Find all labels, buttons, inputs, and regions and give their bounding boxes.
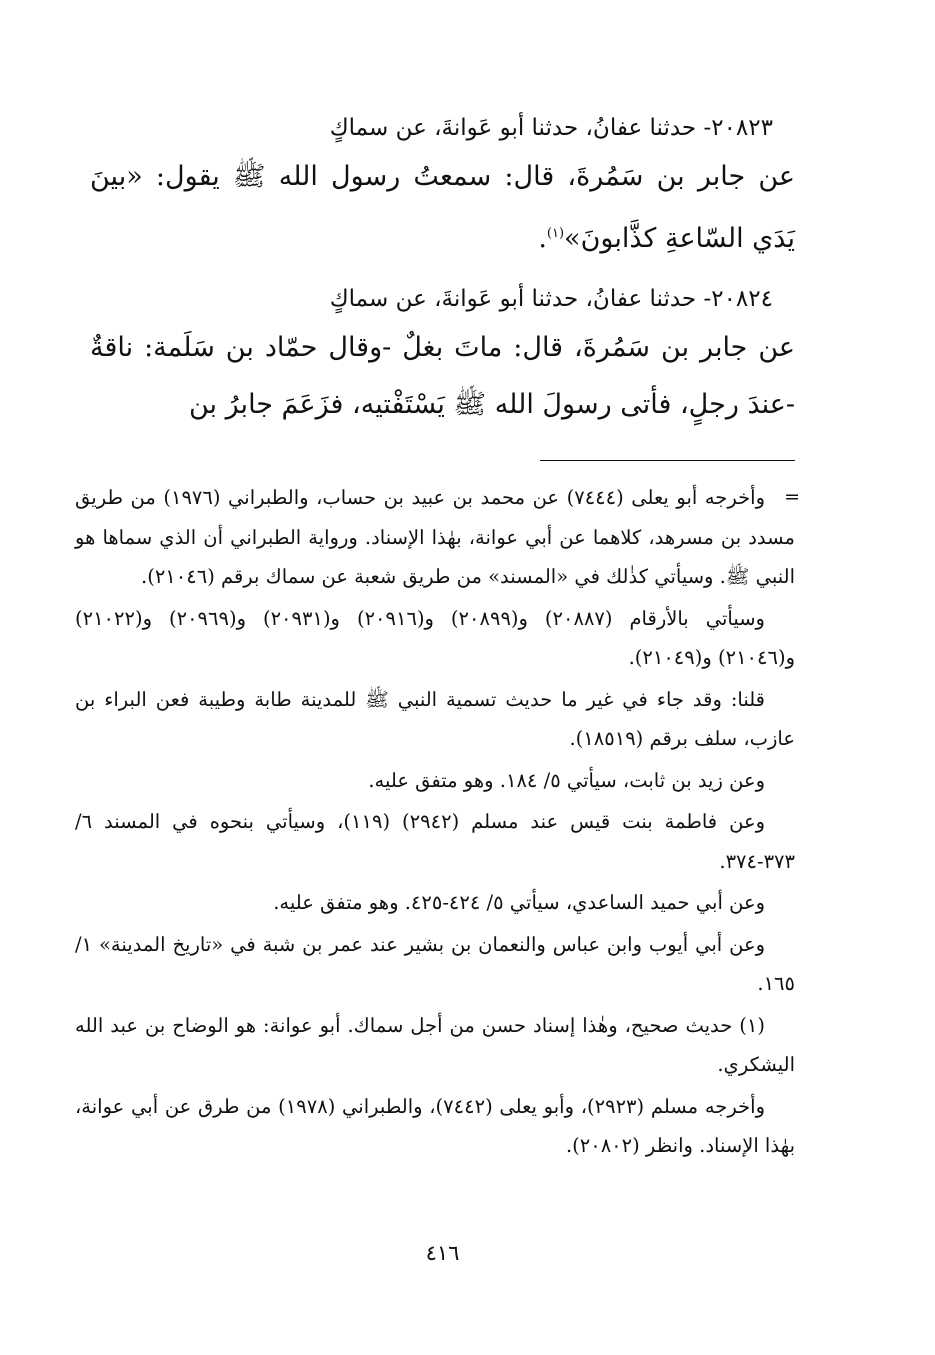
footnote-paragraph: وعن زيد بن ثابت، سيأتي ٥/ ١٨٤. وهو متفق عليه. [368,768,765,792]
footnotes-section [75,478,800,1168]
footnote-divider [540,460,795,461]
footnote-paragraph: وسيأتي بالأرقام (٢٠٨٨٧) و(٢٠٨٩٩) و(٢٠٩١٦) و(٢٠٩٣١) و(٢٠٩٦٩) و(٢١٠٢٢) و(٢١٠٤٦) و(٢١٠٤٩). [75,606,795,669]
footnote-1: (١) حديث صحيح، وهٰذا إسناد حسن من أجل سماك. أبو عوانة: هو الوضاح بن عبد الله اليشكري. [75,1013,795,1076]
hadith-chain-20824: ٢٠٨٢٤- حدثنا عفانُ، حدثنا أبو عَوانةَ، عن سماكٍ [329,286,773,312]
footnote-paragraph: قلنا: وقد جاء في غير ما حديث تسمية النبي ﷺ للمدينة طابة وطيبة فعن البراء بن عازب، سلف برقم (١٨٥١٩). [75,687,795,750]
page-number: ٤١٦ [425,1241,460,1265]
footnote-paragraph: وعن فاطمة بنت قيس عند مسلم (٢٩٤٢) (١١٩)، وسيأتي بنحوه في المسند ٦/ ٣٧٣-٣٧٤. [75,810,795,873]
footnote-paragraph: وعن أبي حميد الساعدي، سيأتي ٥/ ٤٢٤-٤٢٥. وهو متفق عليه. [273,891,765,914]
footnote-paragraph [75,478,800,597]
hadith-text-20823 [90,148,795,267]
footnote-reference[interactable]: (١) [546,226,565,241]
hadith-body-text: عن جابر بن سَمُرةَ، قال: سمعتُ رسول الله ﷺ يقول: «بينَ يَدَي السّاعةِ كذَّابونَ» [90,161,795,254]
hadith-text-20824 [90,319,795,433]
footnote-paragraph: وعن أبي أيوب وابن عباس والنعمان بن بشير عند عمر بن شبة في «تاريخ المدينة» ١/ ١٦٥. [75,932,795,995]
hadith-chain-20823: ٢٠٨٢٣- حدثنا عفانُ، حدثنا أبو عَوانةَ، عن سماكٍ [329,115,773,141]
footnote-paragraph: وأخرجه مسلم (٢٩٢٣)، وأبو يعلى (٧٤٤٢)، والطبراني (١٩٧٨) من طرق عن أبي عوانة، بهٰذا الإسناد. وانظر (٢٠٨٠٢). [75,1094,795,1157]
footnote-text: وأخرجه أبو يعلى (٧٤٤٤) عن محمد بن عبيد بن حساب، والطبراني (١٩٧٦) من طريق مسدد بن مسرهد، كلاهما عن أبي عوانة، بهٰذا الإسناد. ورواية الطبراني أن الذي سماها هو النبي ﷺ. وسيأتي كذٰلك في «المسند» من طريق شعبة عن سماك برقم (٢١٠٤٦). [75,486,795,588]
continuation-marker: = [784,486,800,508]
hadith-section [90,108,795,433]
book-page [75,0,800,1355]
hadith-body-text: عن جابر بن سَمُرةَ، قال: ماتَ بغلٌ -وقال حمّاد بن سَلَمة: ناقةٌ -عندَ رجلٍ، فأتى رسولَ الله ﷺ يَسْتَفْتيه، فزَعَمَ جابرُ بن [90,332,795,420]
hadith-end-punct: . [538,223,547,254]
